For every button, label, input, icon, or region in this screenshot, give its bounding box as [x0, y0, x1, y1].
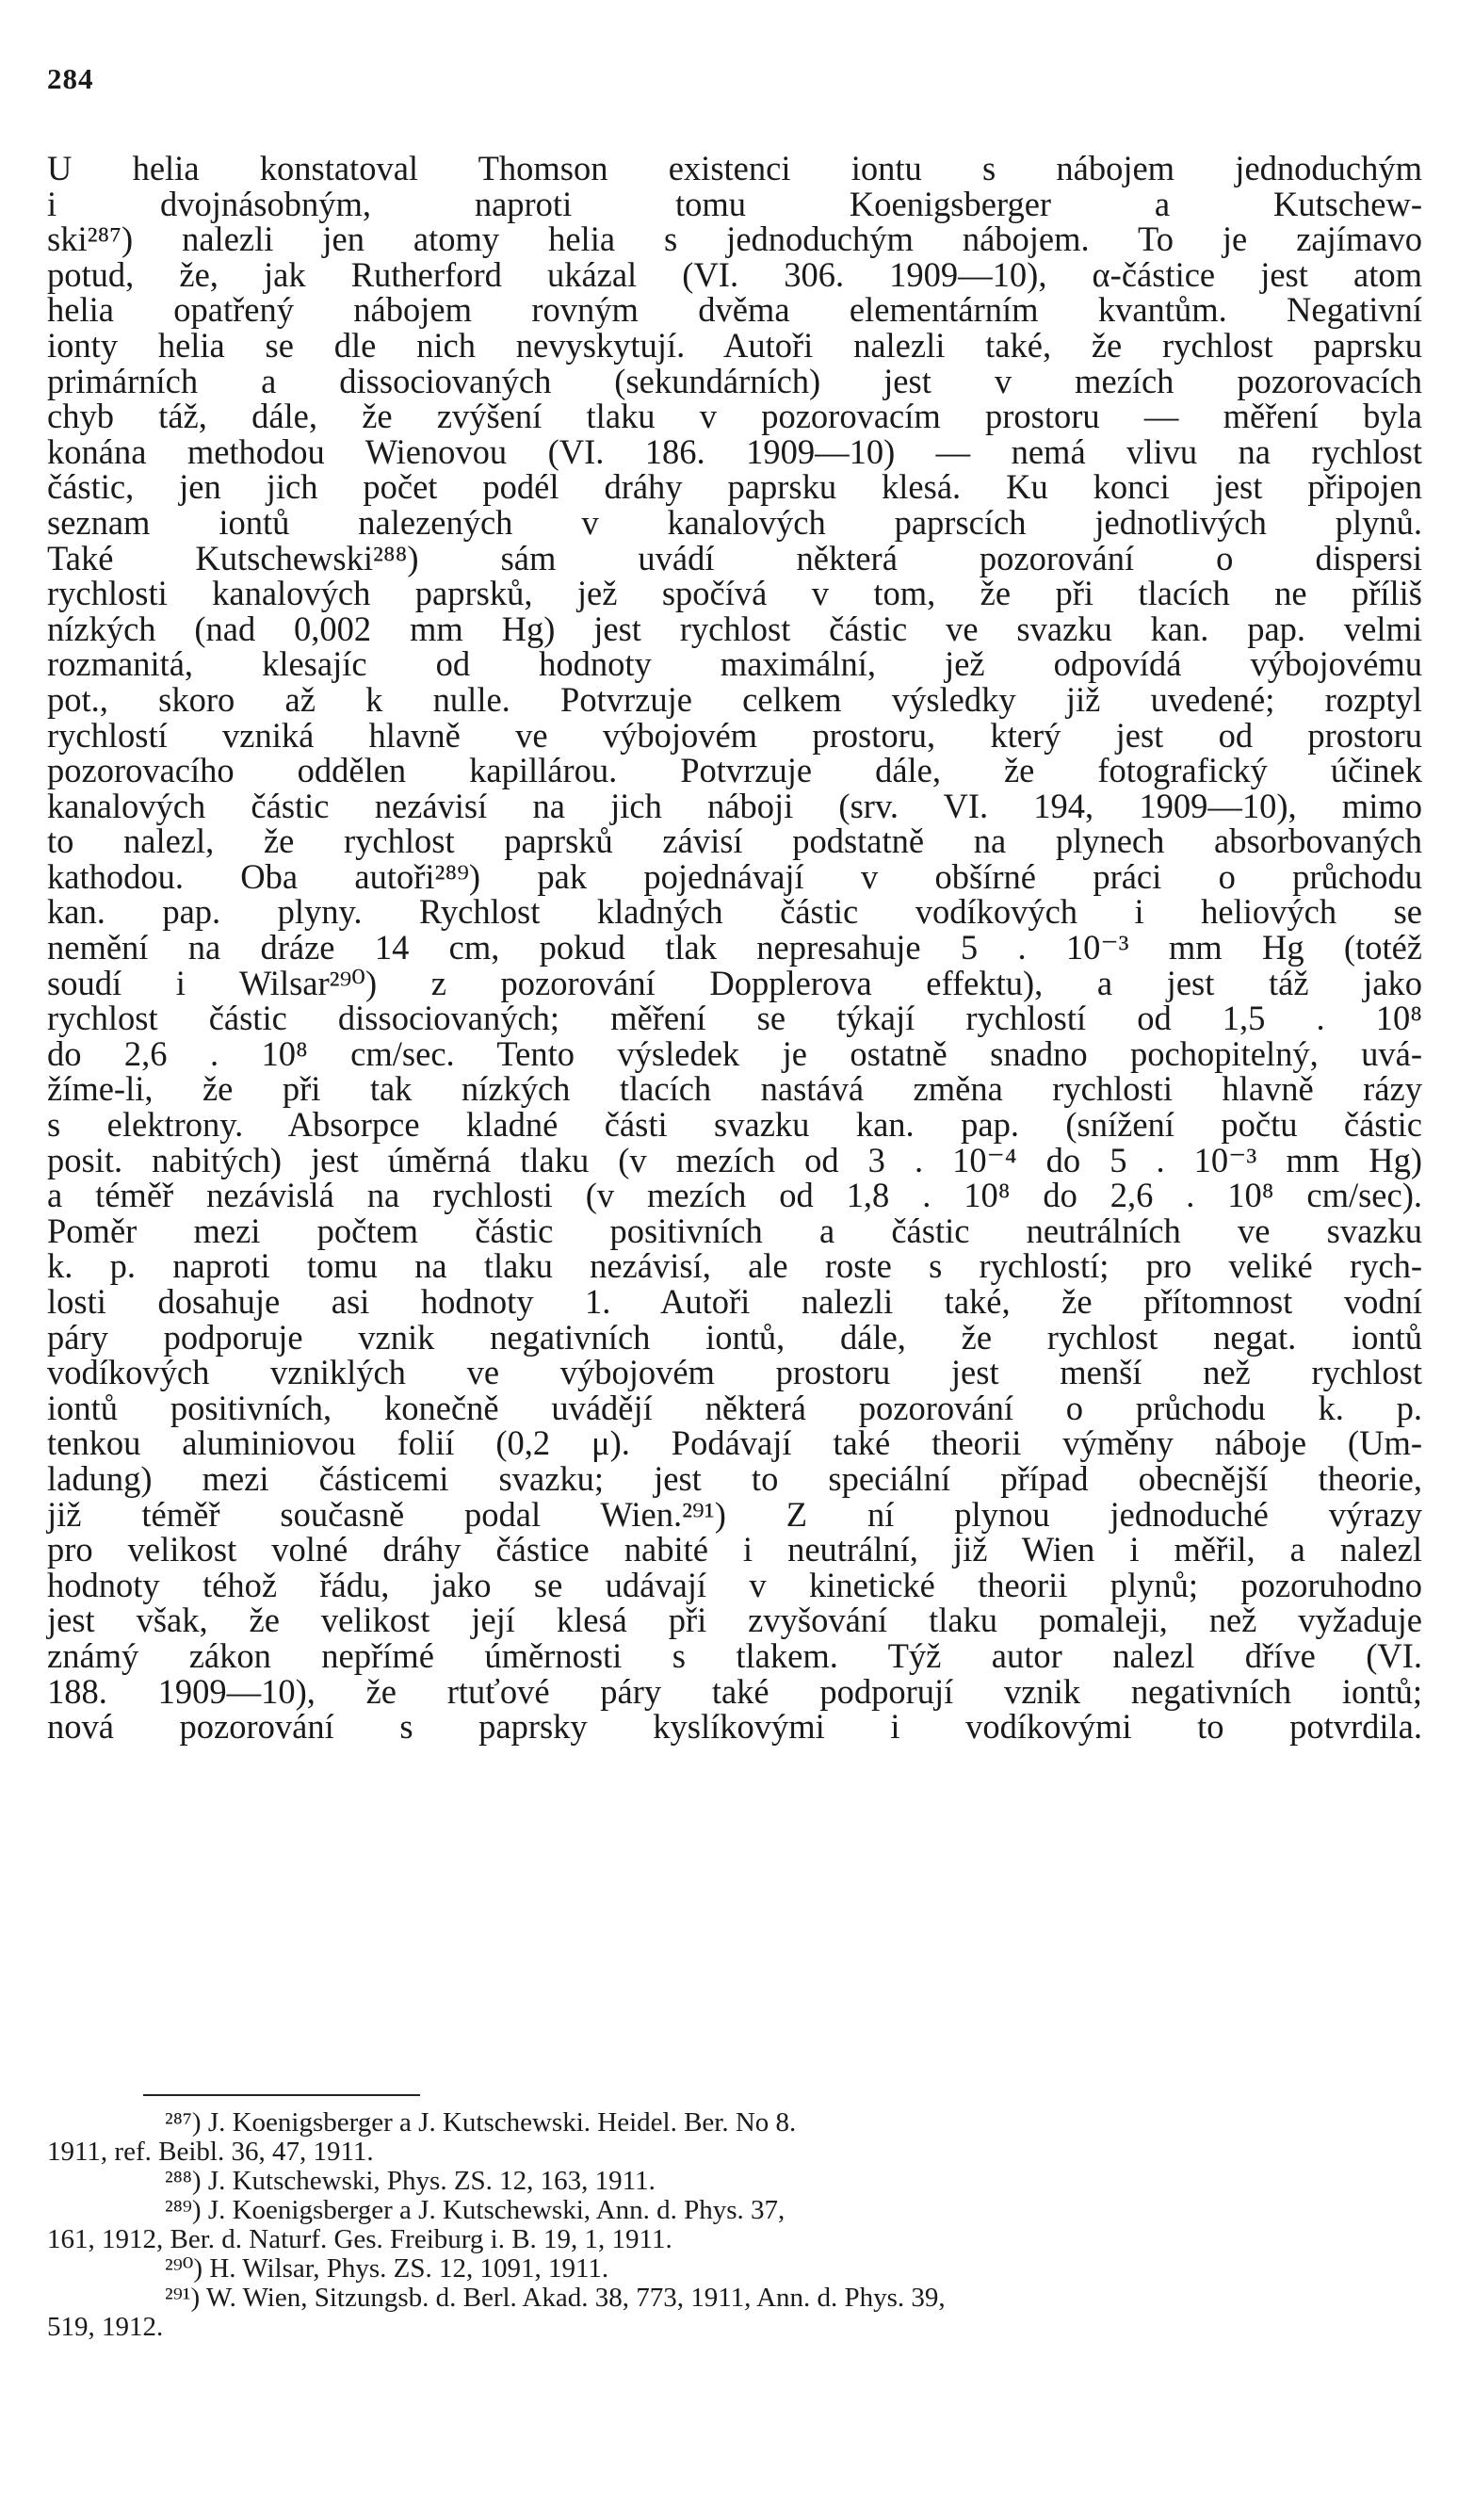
- text-line: k. p. naproti tomu na tlaku nezávisí, ale roste s rychlostí; pro veliké rych-: [47, 1246, 1422, 1286]
- page-number: 284: [47, 62, 94, 95]
- text-line: iontů positivních, konečně uvádějí některá pozorování o průchodu k. p.: [47, 1388, 1422, 1427]
- text-line: vodíkových vzniklých ve výbojovém prostoru jest menší než rychlost: [47, 1353, 1422, 1392]
- text-line: pot., skoro až k nulle. Potvrzuje celkem výsledky již uvedené; rozptyl: [47, 679, 1422, 719]
- footnote-line: ²⁸⁸) J. Kutschewski, Phys. ZS. 12, 163, 1911.: [165, 2166, 656, 2196]
- text-line: již téměř současně podal Wien.²⁹¹) Z ní plynou jednoduché výrazy: [47, 1494, 1422, 1534]
- footnote-line: ²⁹⁰) H. Wilsar, Phys. ZS. 12, 1091, 1911.: [165, 2253, 609, 2284]
- text-line: seznam iontů nalezených v kanalových paprscích jednotlivých plynů.: [47, 502, 1422, 542]
- text-line: hodnoty téhož řádu, jako se udávají v kinetické theorii plynů; pozoruhodno: [47, 1565, 1422, 1604]
- text-line: do 2,6 . 10⁸ cm/sec. Tento výsledek je ostatně snadno pochopitelný, uvá-: [47, 1033, 1422, 1073]
- text-line: kathodou. Oba autoři²⁸⁹) pak pojednávají v obšírné práci o průchodu: [47, 856, 1422, 896]
- text-line: nemění na dráze 14 cm, pokud tlak nepresahuje 5 . 10⁻³ mm Hg (totéž: [47, 928, 1422, 967]
- text-line: kan. pap. plyny. Rychlost kladných částic vodíkových i heliových se: [47, 892, 1422, 932]
- text-line: částic, jen jich počet podél dráhy paprsku klesá. Ku konci jest připojen: [47, 467, 1422, 507]
- text-line: losti dosahuje asi hodnoty 1. Autoři nalezli také, že přítomnost vodní: [47, 1282, 1422, 1321]
- text-line: primárních a dissociovaných (sekundárních) jest v mezích pozorovacích: [47, 361, 1422, 400]
- text-line: Poměr mezi počtem částic positivních a částic neutrálních ve svazku: [47, 1211, 1422, 1250]
- text-line: helia opatřený nábojem rovným dvěma elementárním kvantům. Negativní: [47, 290, 1422, 330]
- text-line: nízkých (nad 0,002 mm Hg) jest rychlost částic ve svazku kan. pap. velmi: [47, 609, 1422, 648]
- body-paragraph: [47, 151, 1422, 1745]
- text-line: s elektrony. Absorpce kladné části svazku kan. pap. (snížení počtu částic: [47, 1105, 1422, 1145]
- text-line: soudí i Wilsar²⁹⁰) z pozorování Dopplerova effektu), a jest táž jako: [47, 963, 1422, 1002]
- text-line: žíme-li, že při tak nízkých tlacích nastává změna rychlosti hlavně rázy: [47, 1069, 1422, 1109]
- text-line: rychlosti kanalových paprsků, jež spočívá v tom, že při tlacích ne příliš: [47, 574, 1422, 613]
- text-line: pozorovacího oddělen kapillárou. Potvrzuje dále, že fotografický účinek: [47, 751, 1422, 790]
- text-line: kanalových částic nezávisí na jich náboji (srv. VI. 194, 1909—10), mimo: [47, 786, 1422, 825]
- text-line: rozmanitá, klesajíc od hodnoty maximální, jež odpovídá výbojovému: [47, 644, 1422, 684]
- footnote-line: 1911, ref. Beibl. 36, 47, 1911.: [47, 2137, 374, 2167]
- text-line: Také Kutschewski²⁸⁸) sám uvádí některá pozorování o dispersi: [47, 538, 1422, 577]
- text-line: konána methodou Wienovou (VI. 186. 1909—10) — nemá vlivu na rychlost: [47, 431, 1422, 471]
- text-line: jest však, že velikost její klesá při zvyšování tlaku pomaleji, než vyžaduje: [47, 1601, 1422, 1640]
- text-line: rychlostí vzniká hlavně ve výbojovém prostoru, který jest od prostoru: [47, 715, 1422, 755]
- text-line: chyb táž, dále, že zvýšení tlaku v pozorovacím prostoru — měření byla: [47, 397, 1422, 436]
- text-line: nová pozorování s paprsky kyslíkovými i vodíkovými to potvrdila.: [47, 1707, 1422, 1747]
- text-line: i dvojnásobným, naproti tomu Koenigsberger a Kutschew-: [47, 184, 1422, 223]
- text-line: to nalezl, že rychlost paprsků závisí podstatně na plynech absorbovaných: [47, 821, 1422, 861]
- text-line: potud, že, jak Rutherford ukázal (VI. 306. 1909—10), α-částice jest atom: [47, 254, 1422, 294]
- text-line: páry podporuje vznik negativních iontů, dále, že rychlost negat. iontů: [47, 1317, 1422, 1357]
- text-line: ladung) mezi částicemi svazku; jest to speciální případ obecnější theorie,: [47, 1458, 1422, 1498]
- footnote-line: 519, 1912.: [47, 2312, 164, 2342]
- text-line: rychlost částic dissociovaných; měření se týkají rychlostí od 1,5 . 10⁸: [47, 999, 1422, 1038]
- footnote-line: ²⁸⁹) J. Koenigsberger a J. Kutschewski, Ann. d. Phys. 37,: [165, 2195, 786, 2225]
- footnote-separator: [143, 2094, 420, 2096]
- text-line: posit. nabitých) jest úměrná tlaku (v mezích od 3 . 10⁻⁴ do 5 . 10⁻³ mm Hg): [47, 1140, 1422, 1179]
- text-line: tenkou aluminiovou folií (0,2 μ). Podávají také theorii výměny náboje (Um-: [47, 1423, 1422, 1463]
- text-line: známý zákon nepřímé úměrnosti s tlakem. Týž autor nalezl dříve (VI.: [47, 1635, 1422, 1675]
- text-line: ionty helia se dle nich nevyskytují. Autoři nalezli také, že rychlost paprsku: [47, 325, 1422, 365]
- text-line: ski²⁸⁷) nalezli jen atomy helia s jednoduchým nábojem. To je zajímavo: [47, 219, 1422, 259]
- text-line: a téměř nezávislá na rychlosti (v mezích od 1,8 . 10⁸ do 2,6 . 10⁸ cm/sec).: [47, 1176, 1422, 1215]
- footnote-line: ²⁹¹) W. Wien, Sitzungsb. d. Berl. Akad. 38, 773, 1911, Ann. d. Phys. 39,: [165, 2283, 946, 2313]
- footnote-line: ²⁸⁷) J. Koenigsberger a J. Kutschewski. Heidel. Ber. No 8.: [165, 2107, 797, 2138]
- footnote-line: 161, 1912, Ber. d. Naturf. Ges. Freiburg i. B. 19, 1, 1911.: [47, 2224, 672, 2254]
- text-line: U helia konstatoval Thomson existenci iontu s nábojem jednoduchým: [47, 149, 1422, 187]
- text-line: 188. 1909—10), že rtuťové páry také podporují vznik negativních iontů;: [47, 1671, 1422, 1711]
- text-line: pro velikost volné dráhy částice nabité i neutrální, již Wien i měřil, a nalezl: [47, 1530, 1422, 1569]
- footnotes: [47, 2108, 1422, 2342]
